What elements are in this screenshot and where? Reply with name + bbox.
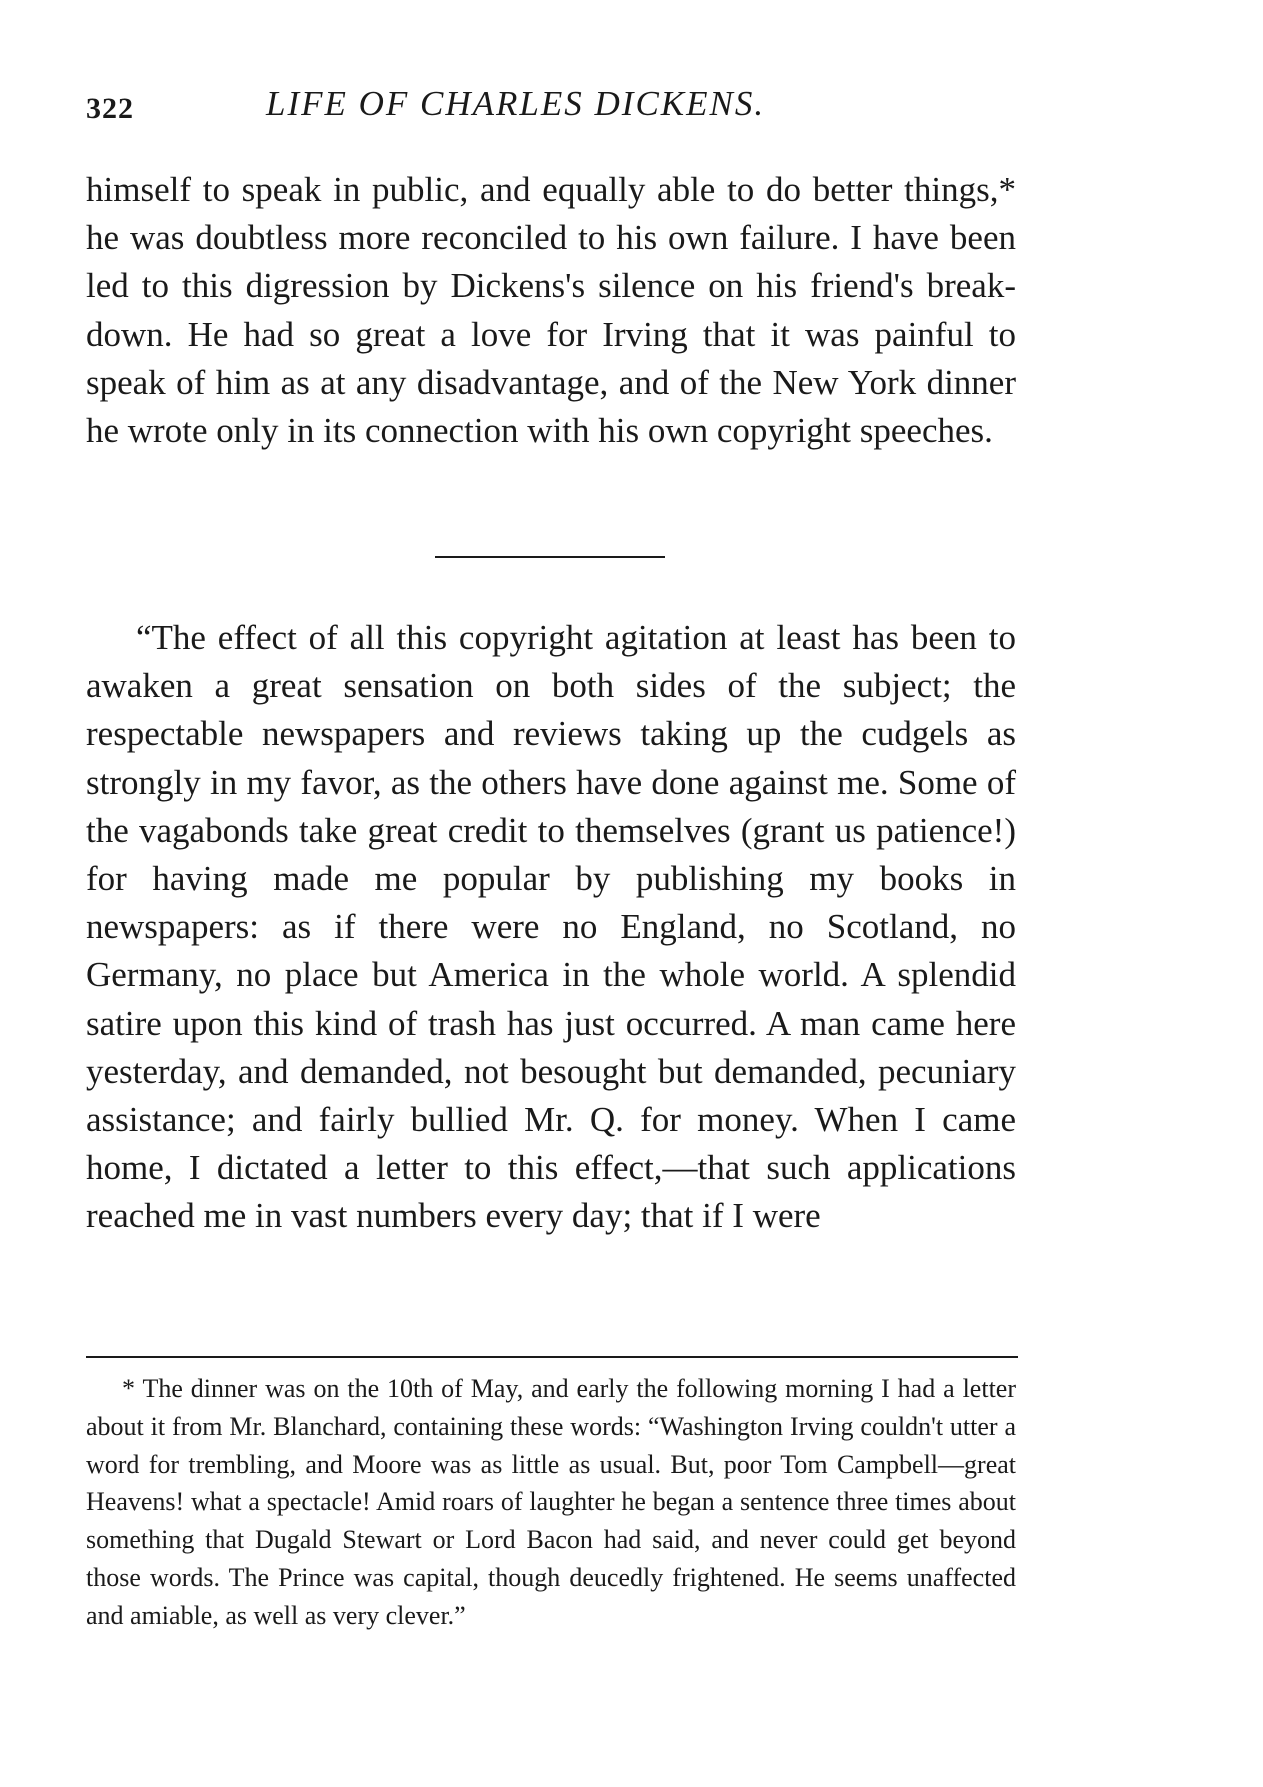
running-head: LIFE OF CHARLES DICKENS.: [266, 84, 766, 123]
body-paragraph-1: himself to speak in public, and equally able to do better things,* he was doubtless more reconciled to his own failure. I have been led to this digression by Dickens's silence on his friend's break-down. He had so great a love for Irving that it was painful to speak of him as at any disadvantage, and of the New York dinner he wrote only in its connection with his own copyright speeches.: [86, 170, 1016, 451]
page-header: [86, 84, 1016, 134]
body-paragraph-2: “The effect of all this copyright agitation at least has been to awaken a great sensation on both sides of the subject; the respectable newspapers and reviews taking up the cudgels as strongly in my favor, as the others have done against me. Some of the vagabonds take great credit to themselves (grant us patience!) for having made me popular by publishing my books in newspapers: as if there were no England, no Scotland, no Germany, no place but America in the whole world. A splendid satire upon this kind of trash has just occurred. A man came here yesterday, and demanded, not besought but demanded, pecuniary assistance; and fairly bullied Mr. Q. for money. When I came home, I dictated a letter to this effect,—that such applications reached me in vast numbers every day; that if I were: [86, 618, 1016, 1236]
page-number: 322: [86, 92, 134, 125]
section-divider: [435, 556, 665, 558]
footnote-divider: [86, 1356, 1018, 1358]
footnote: * The dinner was on the 10th of May, and early the following morning I had a letter about it from Mr. Blanchard, containing these words: “Washington Irving couldn't utter a word for trembling, and Moore was as little as usual. But, poor Tom Campbell—great Heavens! what a spectacle! Amid roars of laughter he began a sentence three times about something that Dugald Stewart or Lord Bacon had said, and never could get beyond those words. The Prince was capital, though deucedly frightened. He seems unaffected and amiable, as well as very clever.”: [86, 1374, 1016, 1630]
